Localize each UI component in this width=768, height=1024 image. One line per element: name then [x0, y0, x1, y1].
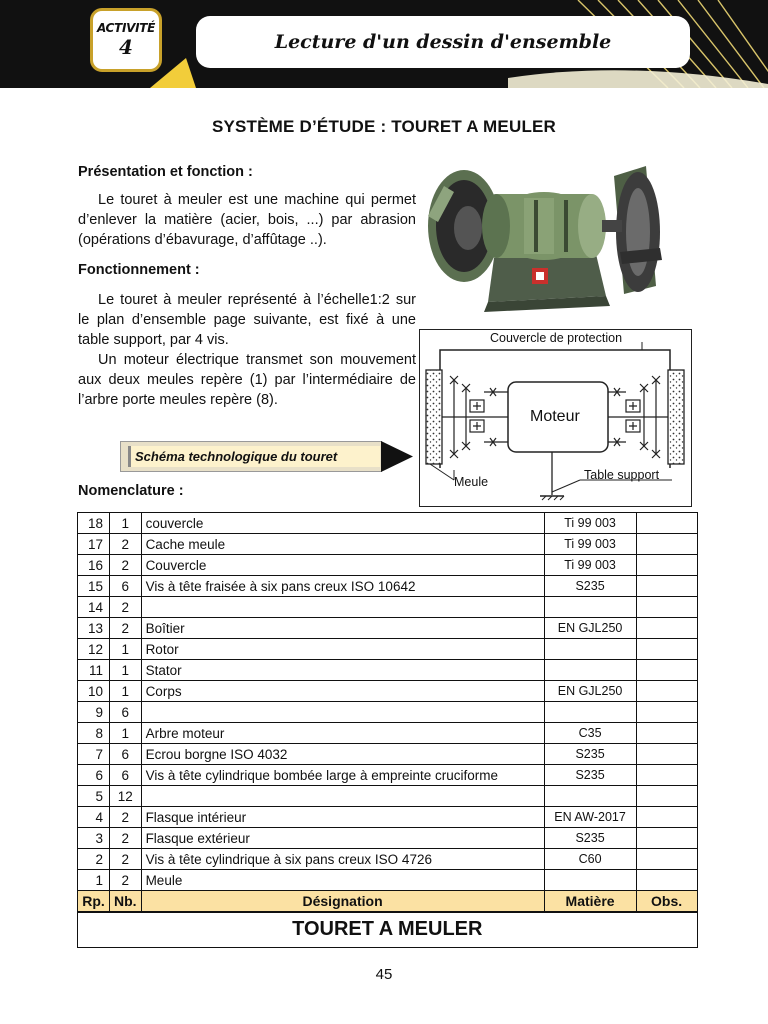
nomenclature-title: TOURET A MEULER	[78, 912, 698, 948]
cell-obs	[636, 786, 697, 807]
cell-designation	[141, 702, 544, 723]
table-row	[78, 618, 698, 639]
cell-rp: 17	[78, 534, 110, 555]
presentation-text: Le touret à meuler est une machine qui permet d’enlever la matière (acier, bois, ...) par abrasion (opérations d’ébavurage, d’affûtage ..).	[78, 192, 416, 248]
cell-nb: 2	[110, 597, 142, 618]
cell-rp: 14	[78, 597, 110, 618]
cell-rp: 5	[78, 786, 110, 807]
nomenclature-title-row	[78, 912, 698, 948]
cell-nb: 2	[110, 849, 142, 870]
table-row	[78, 744, 698, 765]
cell-obs	[636, 807, 697, 828]
cell-designation: Cache meule	[141, 534, 544, 555]
cell-matiere: S235	[544, 828, 636, 849]
table-row	[78, 807, 698, 828]
cell-obs	[636, 681, 697, 702]
cell-rp: 1	[78, 870, 110, 891]
table-row	[78, 576, 698, 597]
cell-obs	[636, 849, 697, 870]
caption-arrow-tip-icon	[381, 441, 413, 472]
cell-designation: Rotor	[141, 639, 544, 660]
cell-obs	[636, 618, 697, 639]
cell-rp: 8	[78, 723, 110, 744]
header-rp: Rp.	[78, 891, 110, 912]
cell-obs	[636, 765, 697, 786]
cell-nb: 1	[110, 639, 142, 660]
table-row	[78, 828, 698, 849]
fonctionnement-text-2: Un moteur électrique transmet son mouvement aux deux meules repère (1) par l’intermédiaire de l’arbre porte meules repère (8).	[78, 352, 416, 408]
cell-matiere: Ti 99 003	[544, 513, 636, 534]
table-row	[78, 870, 698, 891]
cell-designation: Stator	[141, 660, 544, 681]
schematic-label-wheel: Meule	[454, 475, 489, 489]
cell-designation: Vis à tête cylindrique à six pans creux ISO 4726	[141, 849, 544, 870]
activity-label: ACTIVITÉ	[96, 21, 156, 35]
cell-rp: 13	[78, 618, 110, 639]
cell-matiere	[544, 660, 636, 681]
cell-nb: 1	[110, 681, 142, 702]
table-row	[78, 660, 698, 681]
fonctionnement-heading: Fonctionnement :	[78, 262, 200, 278]
cell-rp: 6	[78, 765, 110, 786]
cell-nb: 2	[110, 807, 142, 828]
header-matiere: Matière	[544, 891, 636, 912]
table-row	[78, 786, 698, 807]
cell-matiere	[544, 639, 636, 660]
cell-nb: 1	[110, 513, 142, 534]
cell-designation	[141, 597, 544, 618]
activity-number: 4	[119, 35, 133, 59]
technological-schematic	[419, 329, 692, 507]
cell-obs	[636, 870, 697, 891]
cell-obs	[636, 639, 697, 660]
cell-obs	[636, 513, 697, 534]
presentation-paragraph	[78, 190, 416, 250]
cell-rp: 15	[78, 576, 110, 597]
cell-nb: 2	[110, 534, 142, 555]
cell-nb: 6	[110, 765, 142, 786]
table-row	[78, 639, 698, 660]
presentation-heading: Présentation et fonction :	[78, 164, 253, 180]
cell-designation: couvercle	[141, 513, 544, 534]
cell-nb: 2	[110, 828, 142, 849]
cell-matiere: S235	[544, 765, 636, 786]
table-row	[78, 597, 698, 618]
cell-matiere: Ti 99 003	[544, 534, 636, 555]
cell-rp: 7	[78, 744, 110, 765]
cell-obs	[636, 702, 697, 723]
cell-nb: 2	[110, 555, 142, 576]
table-row	[78, 849, 698, 870]
cell-rp: 16	[78, 555, 110, 576]
activity-badge	[90, 8, 162, 72]
cell-rp: 12	[78, 639, 110, 660]
cell-nb: 2	[110, 870, 142, 891]
schematic-caption-banner	[120, 441, 412, 472]
cell-obs	[636, 597, 697, 618]
cell-matiere	[544, 786, 636, 807]
cell-designation: Couvercle	[141, 555, 544, 576]
cell-nb: 6	[110, 702, 142, 723]
cell-designation: Flasque extérieur	[141, 828, 544, 849]
cell-nb: 1	[110, 723, 142, 744]
cell-designation: Meule	[141, 870, 544, 891]
cell-nb: 6	[110, 576, 142, 597]
cell-matiere: C35	[544, 723, 636, 744]
cell-nb: 1	[110, 660, 142, 681]
fonctionnement-text-1: Le touret à meuler représenté à l’échelle1:2 sur le plan d’ensemble page suivante, est fixé à une table support, par 4 vis.	[78, 292, 416, 348]
cell-matiere: S235	[544, 744, 636, 765]
cell-designation: Vis à tête cylindrique bombée large à empreinte cruciforme	[141, 765, 544, 786]
fonctionnement-paragraph-1	[78, 290, 416, 350]
cell-obs	[636, 828, 697, 849]
schematic-label-motor: Moteur	[530, 408, 580, 425]
cell-obs	[636, 555, 697, 576]
cell-designation	[141, 786, 544, 807]
cell-rp: 11	[78, 660, 110, 681]
cell-obs	[636, 723, 697, 744]
cell-matiere	[544, 702, 636, 723]
cell-rp: 9	[78, 702, 110, 723]
header-banner-title: Lecture d'un dessin d'ensemble	[196, 16, 690, 68]
schematic-caption-text: Schéma technologique du touret	[128, 446, 380, 467]
cell-designation: Boîtier	[141, 618, 544, 639]
cell-designation: Flasque intérieur	[141, 807, 544, 828]
cell-matiere	[544, 597, 636, 618]
table-row	[78, 765, 698, 786]
schematic-label-table: Table support	[584, 468, 660, 482]
header-obs: Obs.	[636, 891, 697, 912]
cell-matiere: EN AW-2017	[544, 807, 636, 828]
nomenclature-heading: Nomenclature :	[78, 483, 184, 499]
nomenclature-table	[77, 512, 698, 948]
cell-rp: 3	[78, 828, 110, 849]
cell-designation: Corps	[141, 681, 544, 702]
table-row	[78, 681, 698, 702]
fonctionnement-paragraph-2	[78, 350, 416, 410]
cell-rp: 2	[78, 849, 110, 870]
page-header	[0, 0, 768, 88]
cell-obs	[636, 744, 697, 765]
cell-matiere	[544, 870, 636, 891]
cell-designation: Ecrou borgne ISO 4032	[141, 744, 544, 765]
cell-matiere: EN GJL250	[544, 681, 636, 702]
schematic-label-cover: Couvercle de protection	[490, 331, 623, 345]
table-row	[78, 555, 698, 576]
table-row	[78, 723, 698, 744]
cell-nb: 12	[110, 786, 142, 807]
cell-designation: Vis à tête fraisée à six pans creux ISO 10642	[141, 576, 544, 597]
bench-grinder-photo	[424, 156, 672, 318]
cell-nb: 6	[110, 744, 142, 765]
table-row	[78, 534, 698, 555]
cell-obs	[636, 576, 697, 597]
header-nb: Nb.	[110, 891, 142, 912]
cell-matiere: Ti 99 003	[544, 555, 636, 576]
header-designation: Désignation	[141, 891, 544, 912]
cell-obs	[636, 534, 697, 555]
cell-matiere: S235	[544, 576, 636, 597]
cell-designation: Arbre moteur	[141, 723, 544, 744]
nomenclature-table-body	[78, 513, 698, 891]
cell-rp: 18	[78, 513, 110, 534]
cell-nb: 2	[110, 618, 142, 639]
cell-matiere: EN GJL250	[544, 618, 636, 639]
cell-matiere: C60	[544, 849, 636, 870]
cell-rp: 4	[78, 807, 110, 828]
nomenclature-header-row	[78, 891, 698, 912]
cell-obs	[636, 660, 697, 681]
table-row	[78, 513, 698, 534]
cell-rp: 10	[78, 681, 110, 702]
page-number: 45	[375, 966, 393, 983]
page-title: SYSTÈME D’ÉTUDE : TOURET A MEULER	[211, 117, 557, 136]
table-row	[78, 702, 698, 723]
